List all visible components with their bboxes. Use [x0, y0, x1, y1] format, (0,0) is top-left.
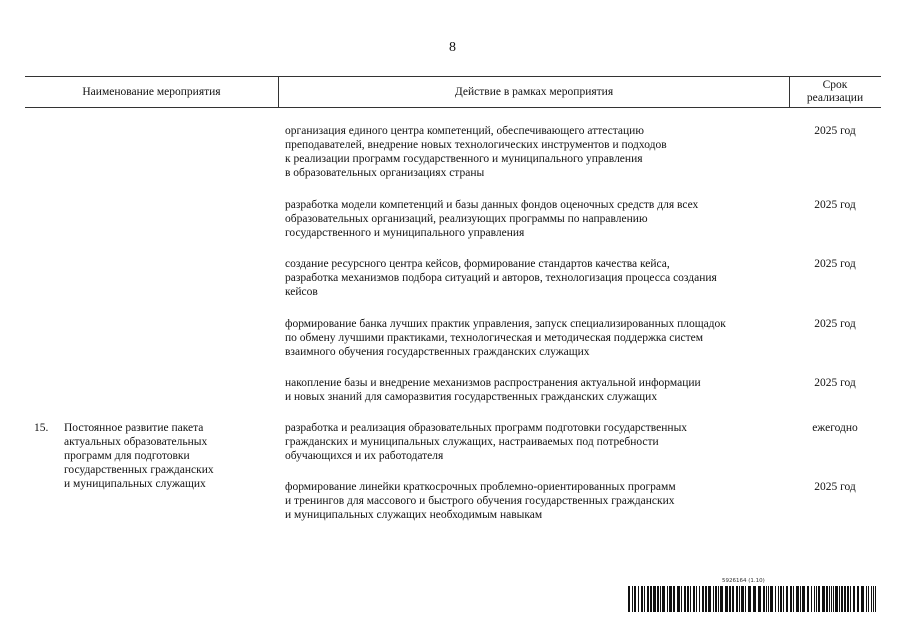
action-text: формирование банка лучших практик управления, запуск специализированных площадок по обмену лучшими практиками, технологическая и методическая поддержка систем взаимного обучения государственных гражданских служащих — [285, 318, 726, 358]
row-number: 15. — [34, 422, 49, 434]
action-text: создание ресурсного центра кейсов, формирование стандартов качества кейса, разработка механизмов подбора ситуаций и авторов, технологизация процесса создания кейсов — [285, 258, 717, 298]
action-text: разработка и реализация образовательных программ подготовки государственных гражданских и муниципальных служащих, настраиваемых под потребности обучающихся и их работодателя — [285, 422, 688, 462]
action-text: формирование линейки краткосрочных проблемно-ориентированных программ и тренингов для массового и быстрого обучения государственных гражданских и муниципальных служащих необходимым навыкам — [285, 481, 676, 521]
header-term: Срок реализации — [806, 79, 864, 104]
action-term: 2025 год — [814, 481, 856, 493]
action-term: ежегодно — [812, 422, 858, 434]
header-name: Наименование мероприятия — [82, 86, 221, 98]
barcode-label: 5926164 (1.10) — [722, 578, 765, 584]
page-number: 8 — [449, 40, 456, 55]
action-term: 2025 год — [814, 258, 856, 270]
action-text: накопление базы и внедрение механизмов распространения актуальной информации и новых знаний для саморазвития государственных гражданских служащих — [285, 377, 701, 403]
barcode-icon — [628, 586, 878, 612]
table-header-bottom-rule — [25, 107, 881, 108]
action-text: разработка модели компетенций и базы данных фондов оценочных средств для всех образовательных организаций, реализующих программы по направлению государственного и муниципального управления — [285, 199, 699, 239]
action-term: 2025 год — [814, 199, 856, 211]
action-term: 2025 год — [814, 377, 856, 389]
action-term: 2025 год — [814, 125, 856, 137]
row-name: Постоянное развитие пакета актуальных образовательных программ для подготовки государственных гражданских и муниципальных служащих — [64, 422, 214, 490]
action-text: организация единого центра компетенций, обеспечивающего аттестацию преподавателей, внедрение новых технологических инструментов и подходов к реализации программ государственного и муниципального управления в образовательных организациях страны — [285, 125, 667, 179]
action-term: 2025 год — [814, 318, 856, 330]
table-top-rule — [25, 76, 881, 77]
header-action: Действие в рамках мероприятия — [454, 86, 614, 98]
